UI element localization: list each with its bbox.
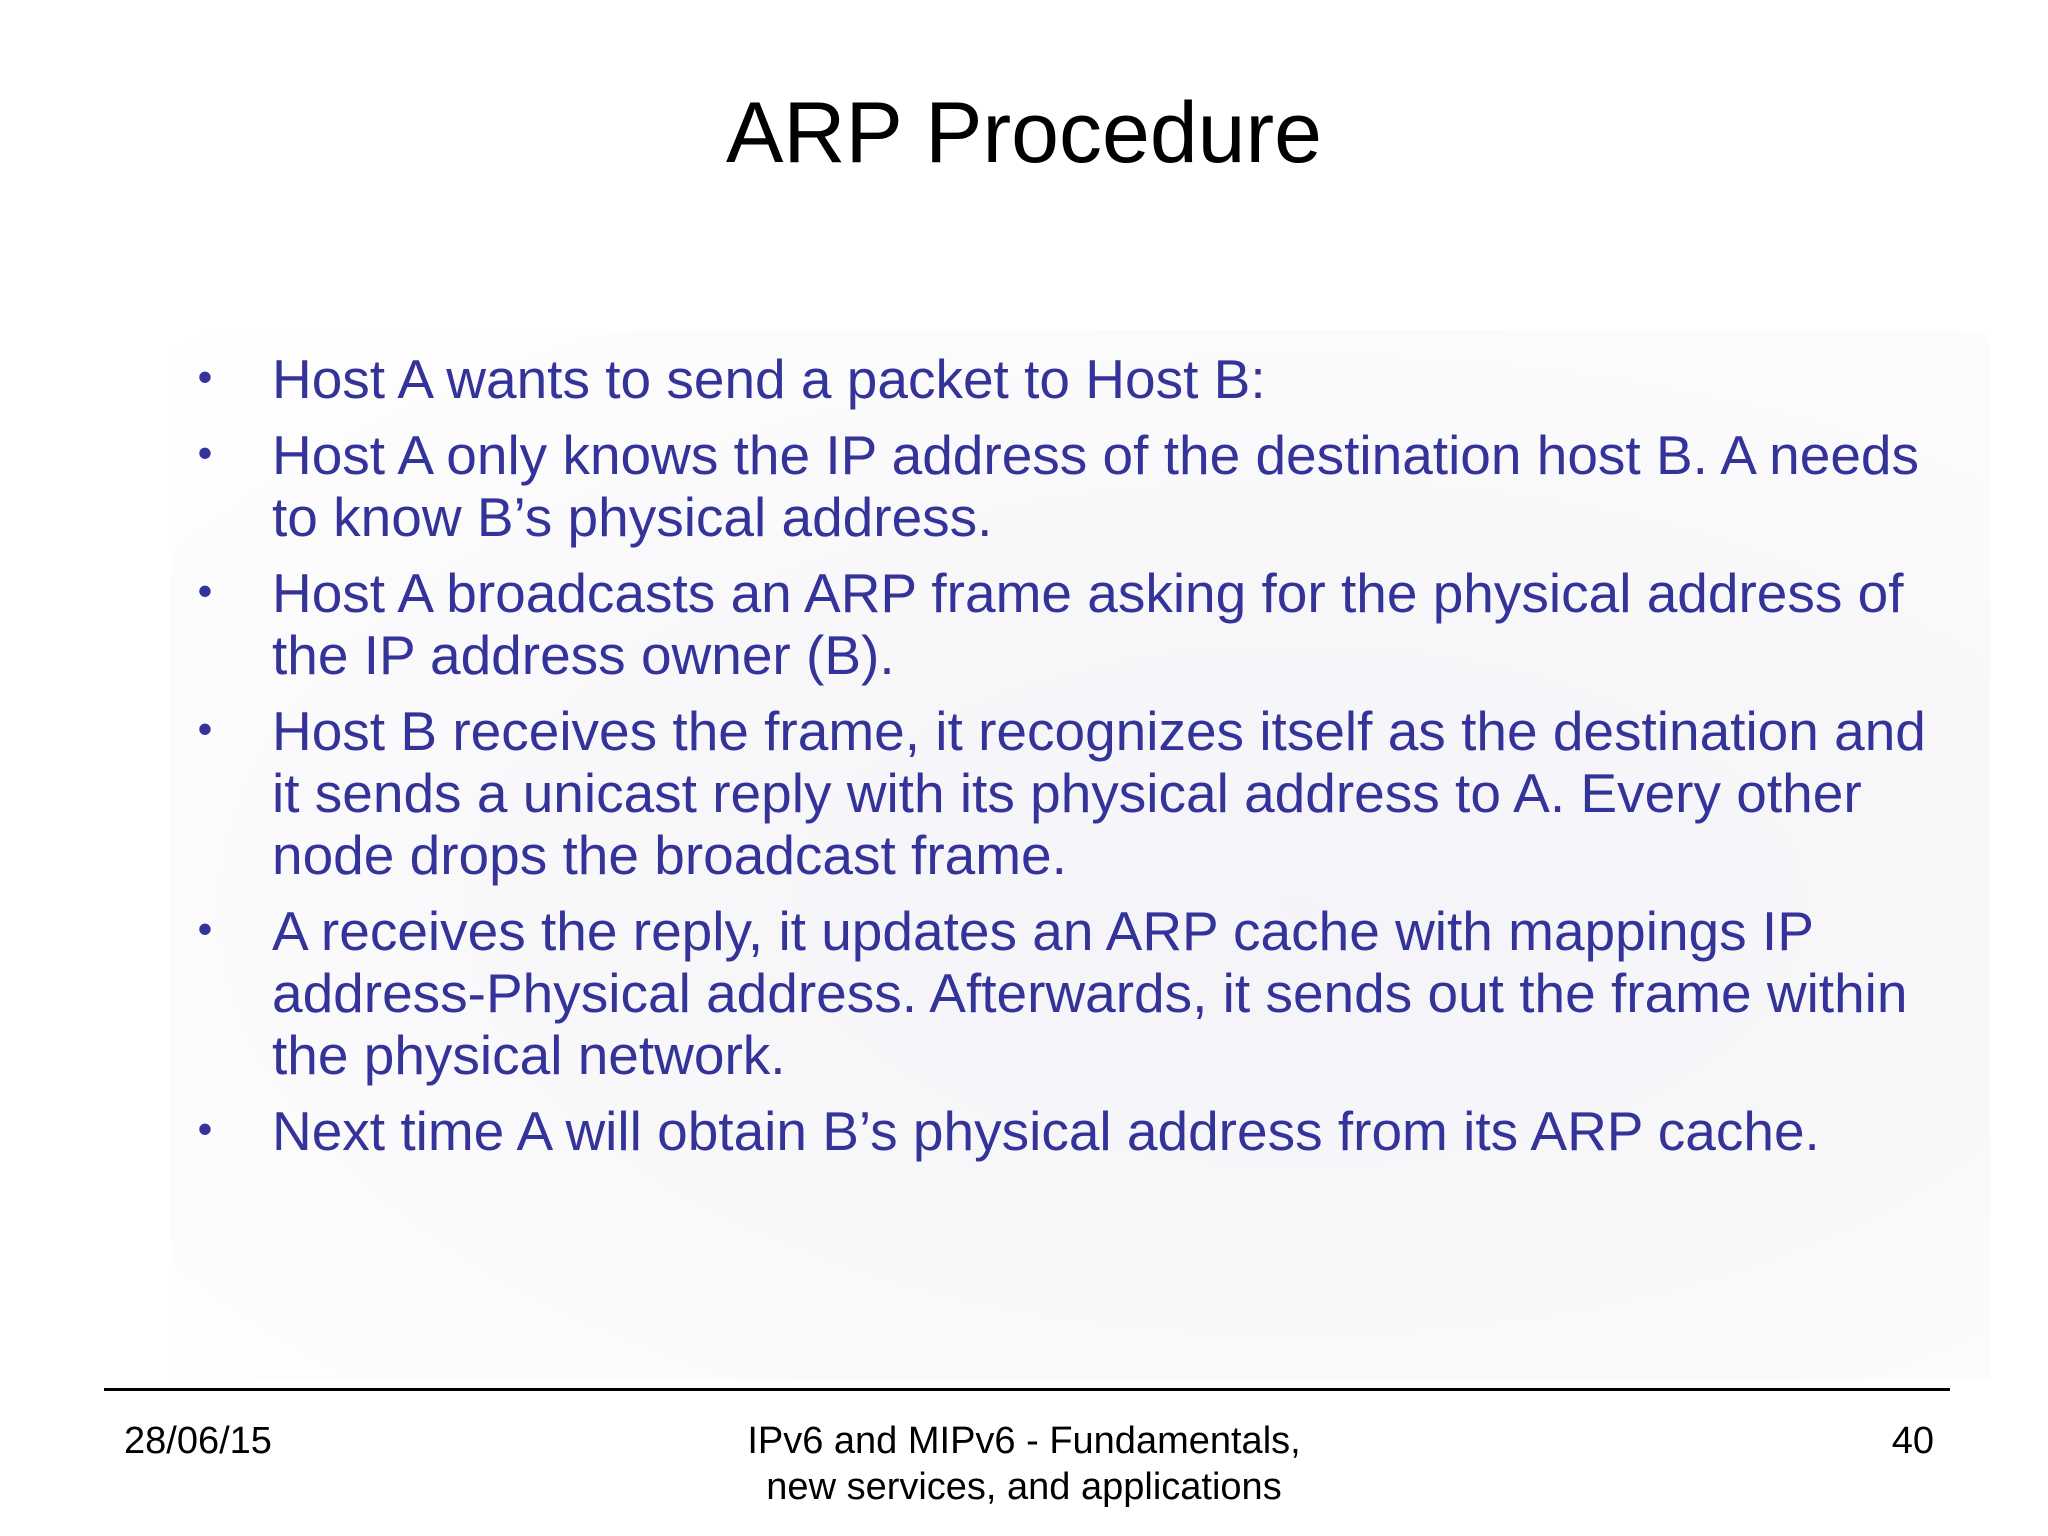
bullet-marker: • [197, 705, 213, 752]
bullet-marker: • [197, 905, 213, 952]
slide-title: ARP Procedure [726, 85, 1322, 181]
bullet-list [190, 348, 1950, 1176]
bullet-item-host-b-receives [190, 700, 1950, 886]
footer-title-line-2: new services, and applications [766, 1466, 1282, 1508]
bullet-text: Host B receives the frame, it recognizes itself as the destination and it sends a unicast reply with its physical address to A. Every other node drops the broadcast frame. [272, 700, 1926, 886]
footer-date: 28/06/15 [124, 1420, 272, 1462]
footer-title-line-1: IPv6 and MIPv6 - Fundamentals, [747, 1420, 1301, 1462]
bullet-text: Host A broadcasts an ARP frame asking for the physical address of the IP address owner (B). [272, 562, 1904, 686]
slide-page-number: 40 [1891, 1420, 1934, 1462]
footer-presentation-title [640, 1418, 1408, 1510]
bullet-marker: • [197, 567, 213, 614]
bullet-item-host-a-broadcasts [190, 562, 1950, 686]
bullet-marker: • [197, 1105, 213, 1152]
bullet-marker: • [197, 353, 213, 400]
bullet-item-a-receives-reply [190, 900, 1950, 1086]
bullet-text: Next time A will obtain B’s physical address from its ARP cache. [272, 1100, 1820, 1162]
bullet-text: Host A wants to send a packet to Host B: [272, 348, 1266, 410]
bullet-item-next-time-cache [190, 1100, 1950, 1162]
footer-divider [104, 1388, 1950, 1391]
bullet-marker: • [197, 429, 213, 476]
bullet-text: A receives the reply, it updates an ARP cache with mappings IP address-Physical address. Afterwards, it sends out the frame within the physical network. [272, 900, 1908, 1086]
bullet-item-host-a-knows-ip [190, 424, 1950, 548]
bullet-text: Host A only knows the IP address of the destination host B. A needs to know B’s physical address. [272, 424, 1919, 548]
bullet-item-host-a-wants [190, 348, 1950, 410]
